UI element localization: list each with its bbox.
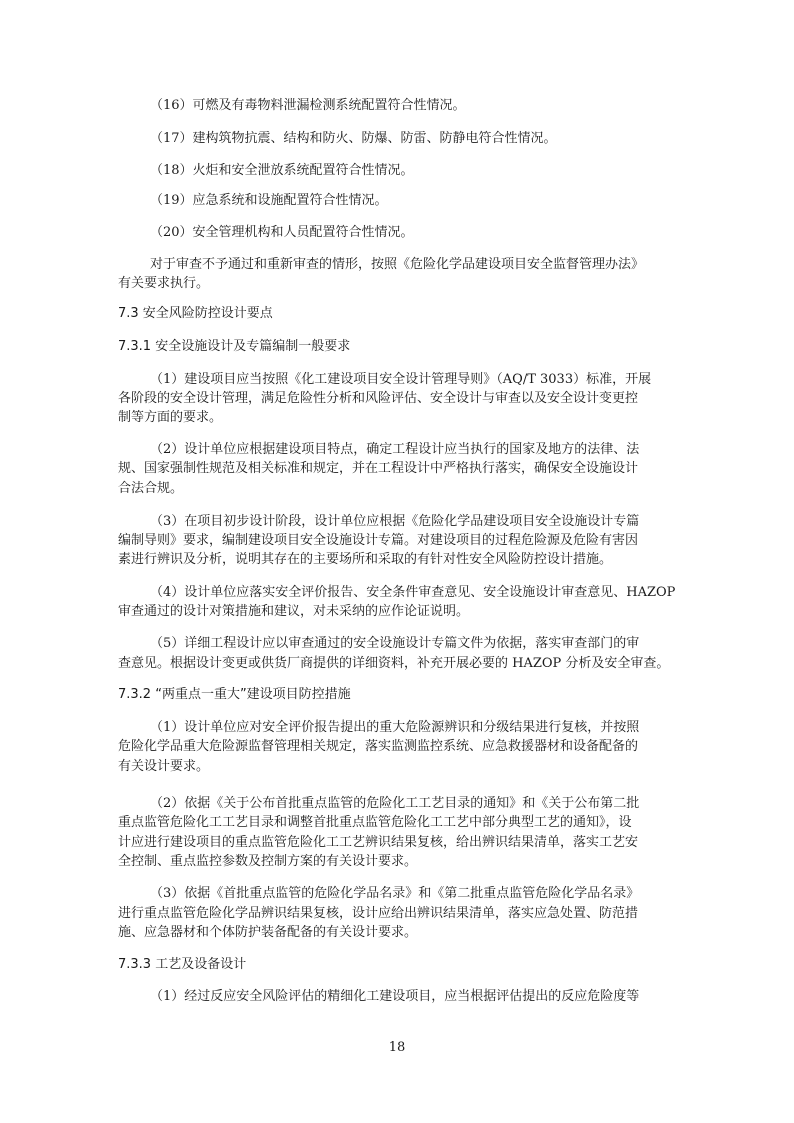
review-note-line: 有关要求执行。: [118, 276, 210, 291]
review-note-line: 对于审查不予通过和重新审查的情形，按照《危险化学品建设项目安全监督管理办法》: [150, 257, 645, 272]
paragraph-line: （1）设计单位应对安全评价报告提出的重大危险源辨识和分级结果进行复核，并按照: [150, 720, 640, 735]
list-item-17: （17）建构筑物抗震、结构和防火、防爆、防雷、防静电符合性情况。: [150, 131, 557, 146]
paragraph-line: 进行重点监管危险化学品辨识结果复核，设计应给出辨识结果清单，落实应急处置、防范措: [118, 906, 639, 921]
paragraph-line: 审查通过的设计对策措施和建议，对未采纳的应作论证说明。: [118, 604, 470, 619]
paragraph-line: 制等方面的要求。: [118, 410, 223, 425]
section-heading-7-3: 7.3 安全风险防控设计要点: [118, 306, 273, 321]
paragraph-line: （2）依据《关于公布首批重点监管的危险化工工艺目录的通知》和《关于公布第二批: [150, 796, 640, 811]
paragraph-line: 全控制、重点监控参数及控制方案的有关设计要求。: [118, 854, 418, 869]
page-number: 18: [388, 1040, 406, 1055]
paragraph-line: （3）依据《首批重点监管的危险化学品名录》和《第二批重点监管危险化学品名录》: [150, 886, 640, 901]
list-item-20: （20）安全管理机构和人员配置符合性情况。: [150, 225, 414, 240]
paragraph-line: 危险化学品重大危险源监督管理相关规定，落实监测监控系统、应急救援器材和设备配备的: [118, 739, 639, 754]
paragraph-line: （1）经过反应安全风险评估的精细化工建设项目，应当根据评估提出的反应危险度等: [150, 989, 640, 1004]
subsection-heading-7-3-2: 7.3.2 “两重点一重大”建设项目防控措施: [118, 687, 351, 702]
list-item-18: （18）火炬和安全泄放系统配置符合性情况。: [150, 163, 414, 178]
list-item-16: （16）可燃及有毒物料泄漏检测系统配置符合性情况。: [150, 98, 466, 113]
paragraph-line: 重点监管危险化工工艺目录和调整首批重点监管危险化工工艺中部分典型工艺的通知》，设: [118, 815, 632, 830]
paragraph-line: 各阶段的安全设计管理，满足危险性分析和风险评估、安全设计与审查以及安全设计变更控: [118, 391, 639, 406]
paragraph-line: （1）建设项目应当按照《化工建设项目安全设计管理导则》（AQ/T 3033）标准，开展: [150, 372, 652, 387]
paragraph-line: 施、应急器材和个体防护装备配备的有关设计要求。: [118, 925, 418, 940]
subsection-heading-7-3-1: 7.3.1 安全设施设计及专篇编制一般要求: [118, 339, 351, 354]
subsection-heading-7-3-3: 7.3.3 工艺及设备设计: [118, 957, 247, 972]
paragraph-line: （4）设计单位应落实安全评价报告、安全条件审查意见、安全设施设计审查意见、HAZOP: [150, 585, 676, 600]
paragraph-line: 计应进行建设项目的重点监管危险化工工艺辨识结果复核，给出辨识结果清单，落实工艺安: [118, 835, 639, 850]
paragraph-line: （2）设计单位应根据建设项目特点，确定工程设计应当执行的国家及地方的法律、法: [150, 442, 640, 457]
paragraph-line: 规、国家强制性规范及相关标准和规定，并在工程设计中严格执行落实，确保安全设施设计: [118, 461, 639, 476]
list-item-19: （19）应急系统和设施配置符合性情况。: [150, 193, 388, 208]
paragraph-line: 查意见。根据设计变更或供货厂商提供的详细资料，补充开展必要的 HAZOP 分析及安全审查。: [118, 656, 670, 671]
paragraph-line: 编制导则》要求，编制建设项目安全设施设计专篇。对建设项目的过程危险源及危险有害因: [118, 533, 639, 548]
paragraph-line: 素进行辨识及分析，说明其存在的主要场所和采取的有针对性安全风险防控设计措施。: [118, 552, 613, 567]
paragraph-line: 合法合规。: [118, 481, 184, 496]
paragraph-line: （3）在项目初步设计阶段，设计单位应根据《危险化学品建设项目安全设施设计专篇: [150, 514, 640, 529]
paragraph-line: 有关设计要求。: [118, 759, 210, 774]
paragraph-line: （5）详细工程设计应以审查通过的安全设施设计专篇文件为依据，落实审查部门的审: [150, 636, 640, 651]
